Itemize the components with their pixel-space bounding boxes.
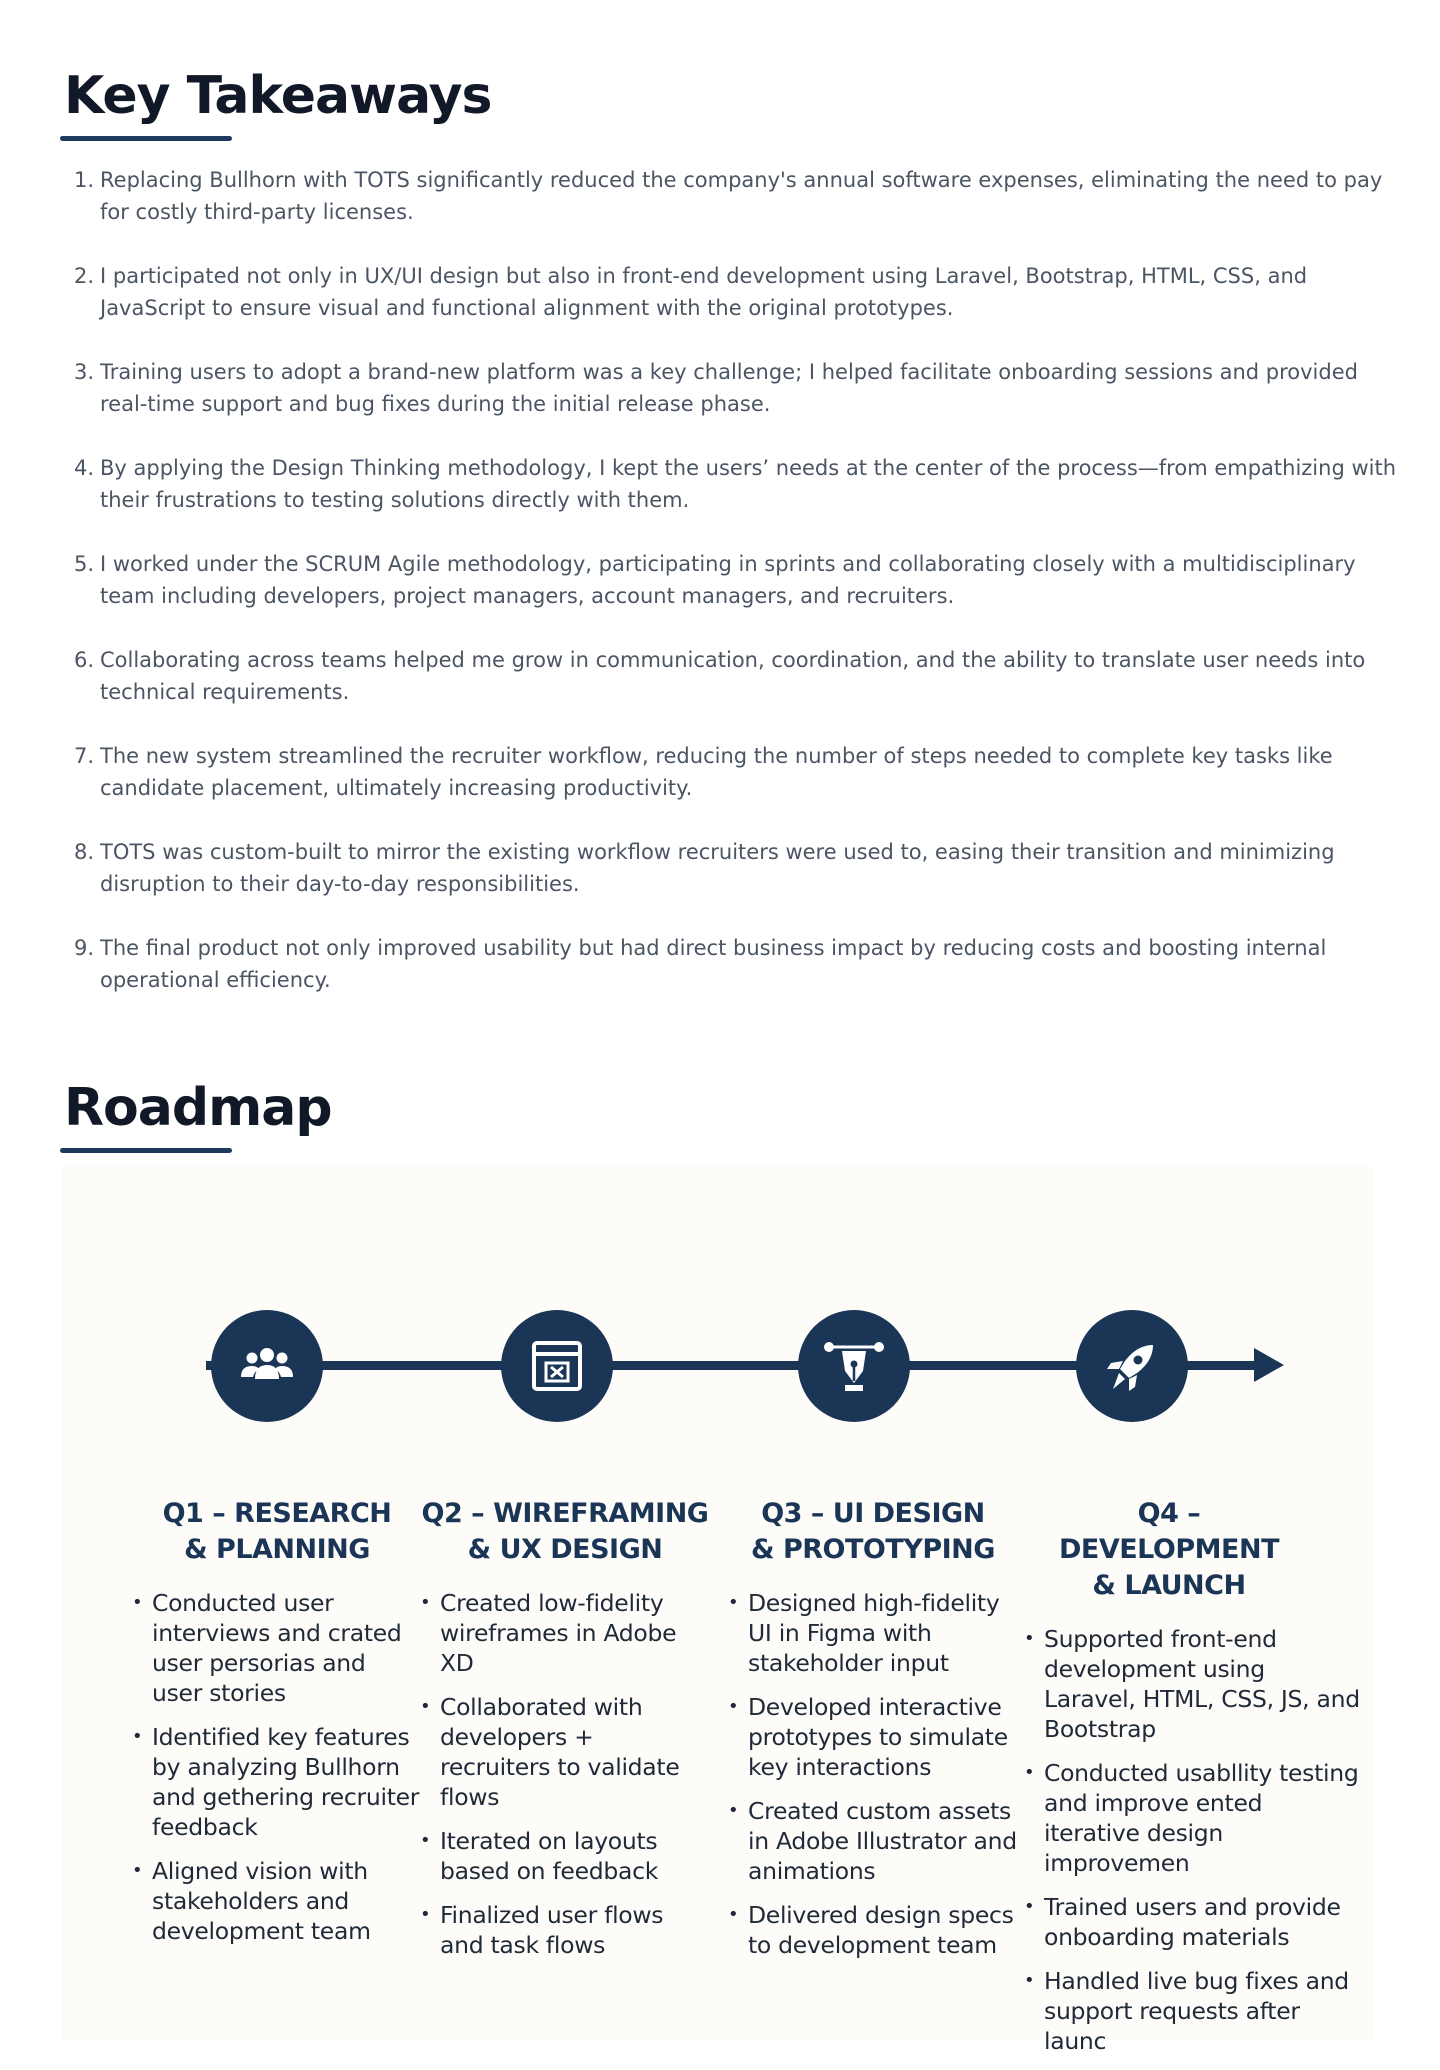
phase-q3: [728, 1496, 1018, 1974]
timeline-arrow-icon: [1254, 1348, 1284, 1382]
phase-q2: [420, 1496, 710, 1974]
phase-title-line: Q2 – WIREFRAMING: [421, 1498, 709, 1529]
roadmap-title: Roadmap: [64, 1078, 332, 1138]
pen-tool-icon: [819, 1331, 889, 1401]
phase-title-line: & LAUNCH: [1092, 1570, 1246, 1601]
phase-title: [132, 1496, 422, 1568]
phase-bullet: • Identified key features by analyzing Bullhorn and gethering recruiter feedback: [132, 1722, 422, 1842]
phase-bullet: • Designed high-fidelity UI in Figma with stakeholder input: [728, 1588, 1018, 1678]
phase-bullet: • Delivered design specs to development team: [728, 1900, 1018, 1960]
takeaway-item: The final product not only improved usability but had direct business impact by reducing costs and boosting internal operational efficiency.: [100, 936, 1327, 992]
phase-title: [420, 1496, 710, 1568]
phase-bullet: • Handled live bug fixes and support requests after launc: [1024, 1966, 1360, 2056]
phase-bullet: • Created low-fidelity wireframes in Adobe XD: [420, 1588, 710, 1678]
phase-title: [728, 1496, 1018, 1568]
takeaway-item: Training users to adopt a brand-new platform was a key challenge; I helped facilitate onboarding sessions and provided real-time support and bug fixes during the initial release phase.: [100, 360, 1358, 416]
takeaway-item: The new system streamlined the recruiter workflow, reducing the number of steps needed to complete key tasks like candidate placement, ultimately increasing productivity.: [100, 744, 1333, 800]
phase-bullet: • Conducted usabllity testing and improve ented iterative design improvemen: [1024, 1758, 1360, 1878]
phase-bullet: • Supported front-end development using Laravel, HTML, CSS, JS, and Bootstrap: [1024, 1624, 1360, 1744]
phase-title-line: Q1 – RESEARCH: [162, 1498, 392, 1529]
phase-bullet: • Developed interactive prototypes to simulate key interactions: [728, 1692, 1018, 1782]
title-underline: [60, 136, 232, 141]
phase-title-line: Q3 – UI DESIGN: [761, 1498, 985, 1529]
phase-bullets: [420, 1588, 710, 1960]
key-takeaways-title: Key Takeaways: [64, 66, 492, 126]
milestone-q4: [1076, 1310, 1188, 1422]
phase-bullets: [728, 1588, 1018, 1960]
phase-bullets: [132, 1588, 422, 1946]
milestone-q3: [798, 1310, 910, 1422]
phase-title-line: & UX DESIGN: [467, 1534, 663, 1565]
takeaway-item: By applying the Design Thinking methodology, I kept the users’ needs at the center of the process—from empathizing with their frustrations to testing solutions directly with them.: [100, 456, 1397, 512]
phase-bullet: • Conducted user interviews and crated user persorias and user stories: [132, 1588, 422, 1708]
phase-bullet: • Iterated on layouts based on feedback: [420, 1826, 710, 1886]
phase-bullet: • Collaborated with developers + recruiters to validate flows: [420, 1692, 710, 1812]
title-underline: [60, 1148, 232, 1153]
wireframe-window-icon: [522, 1331, 592, 1401]
takeaway-item: I participated not only in UX/UI design but also in front-end development using Laravel, Bootstrap, HTML, CSS, and JavaScript to ensure visual and functional alignment with the original prototypes.: [100, 264, 1308, 320]
takeaway-item: Replacing Bullhorn with TOTS significantly reduced the company's annual software expenses, eliminating the need to pay for costly third-party licenses.: [100, 168, 1383, 224]
phase-bullets: [1024, 1624, 1360, 2056]
phase-q4: [1024, 1496, 1360, 2070]
milestone-q1: [211, 1310, 323, 1422]
rocket-icon: [1097, 1331, 1167, 1401]
takeaway-item: TOTS was custom-built to mirror the existing workflow recruiters were used to, easing their transition and minimizing disruption to their day-to-day responsibilities.: [100, 840, 1335, 896]
phase-bullet: • Trained users and provide onboarding materials: [1024, 1892, 1360, 1952]
phase-bullet: • Created custom assets in Adobe Illustrator and animations: [728, 1796, 1018, 1886]
phase-q1: [132, 1496, 422, 1960]
takeaway-item: Collaborating across teams helped me grow in communication, coordination, and the ability to translate user needs into technical requirements.: [100, 648, 1366, 704]
phase-title-line: Q4 – DEVELOPMENT: [1058, 1498, 1279, 1565]
phase-bullet: • Finalized user flows and task flows: [420, 1900, 710, 1960]
phase-title-line: & PLANNING: [184, 1534, 370, 1565]
phase-bullet: • Aligned vision with stakeholders and development team: [132, 1856, 422, 1946]
phase-title-line: & PROTOTYPING: [751, 1534, 995, 1565]
milestone-q2: [501, 1310, 613, 1422]
takeaway-item: I worked under the SCRUM Agile methodology, participating in sprints and collaborating closely with a multidisciplinary team including developers, project managers, account managers, and recruiters.: [100, 552, 1356, 608]
phase-title: [1024, 1496, 1314, 1604]
users-group-icon: [232, 1331, 302, 1401]
takeaways-list: [72, 164, 1410, 1028]
